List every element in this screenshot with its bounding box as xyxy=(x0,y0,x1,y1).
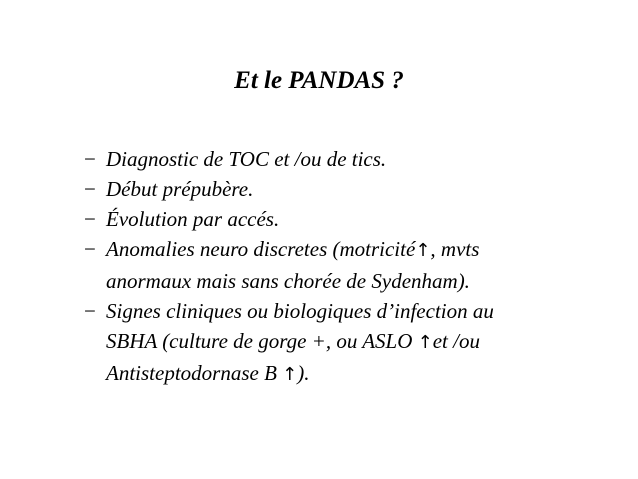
bullet-text-line-1: Signes cliniques ou biologiques d’infection au xyxy=(106,299,494,323)
bullet-text-line-3 xyxy=(106,358,604,390)
bullet-text-line-2: anormaux mais sans chorée de Sydenham). xyxy=(106,269,470,293)
bullet-dash: − xyxy=(84,147,96,171)
bullet-text-line-1 xyxy=(106,234,604,266)
bullet-item-debut xyxy=(84,174,604,204)
bullet-item-diagnostic xyxy=(84,144,604,174)
bullet-item-anomalies xyxy=(84,234,604,296)
bullet-text: Diagnostic de TOC et /ou de tics. xyxy=(106,147,387,171)
up-arrow-icon: ↑ xyxy=(415,240,431,261)
up-arrow-icon: ↑ xyxy=(417,332,433,353)
text-segment: , mvts xyxy=(430,237,480,261)
text-segment: et /ou xyxy=(432,329,480,353)
bullet-item-evolution xyxy=(84,204,604,234)
text-segment: ). xyxy=(297,361,310,385)
bullet-dash: − xyxy=(84,177,96,201)
text-segment: Antisteptodornase B xyxy=(106,361,283,385)
text-segment: SBHA (culture de gorge +, ou ASLO xyxy=(106,329,418,353)
bullet-text: Début prépubère. xyxy=(106,177,254,201)
text-segment: Anomalies neuro discretes (motricité xyxy=(106,237,416,261)
bullet-text: Évolution par accés. xyxy=(106,207,280,231)
up-arrow-icon: ↑ xyxy=(282,364,298,385)
bullet-list xyxy=(84,144,604,390)
bullet-text-line-2 xyxy=(106,326,604,358)
bullet-dash: − xyxy=(84,207,96,231)
slide-title: Et le PANDAS ? xyxy=(234,67,404,94)
bullet-dash: − xyxy=(84,237,96,261)
bullet-dash: − xyxy=(84,299,96,323)
bullet-item-signes xyxy=(84,296,604,390)
